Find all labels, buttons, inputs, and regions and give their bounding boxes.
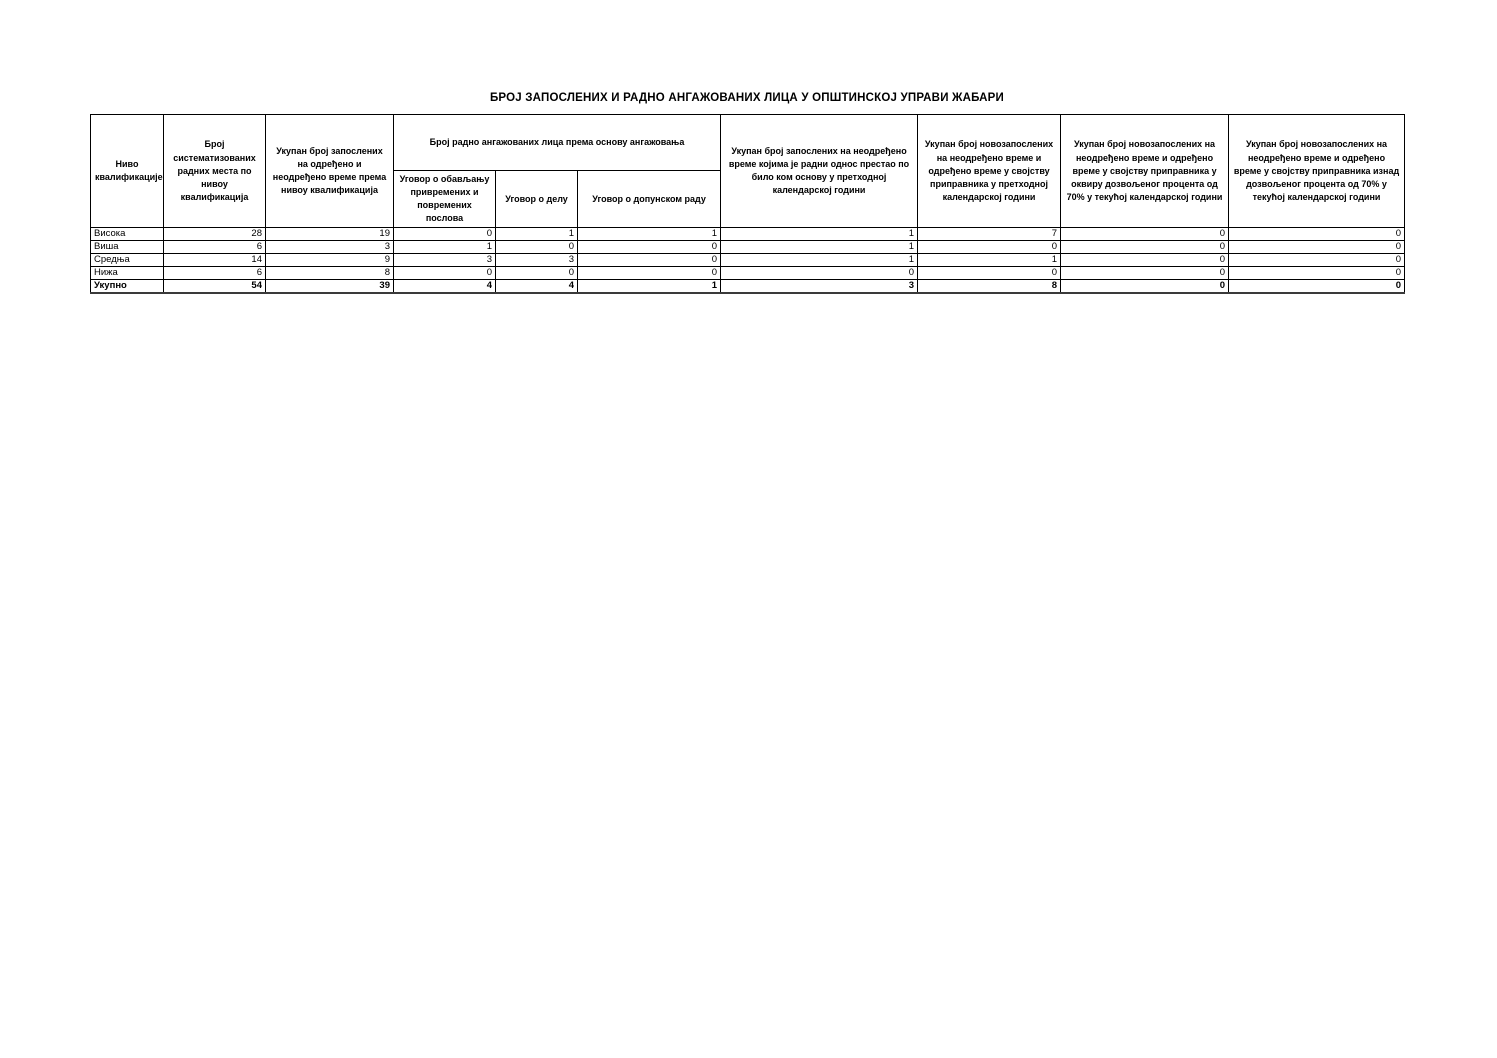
value-cell: 0 — [578, 267, 721, 280]
value-cell: 0 — [394, 267, 496, 280]
table-row-ukupno — [91, 280, 1405, 294]
column-header-new-hires-within-70pct: Укупан број новозапослених на неодређено време и одређено време у својству приправника у оквиру дозвољеног процента од 70% у текућој календарској години — [1061, 115, 1229, 228]
value-cell: 0 — [918, 241, 1061, 254]
value-cell: 0 — [394, 228, 496, 241]
value-cell: 0 — [1061, 267, 1229, 280]
value-cell: 1 — [918, 254, 1061, 267]
value-cell: 0 — [918, 267, 1061, 280]
value-cell: 1 — [394, 241, 496, 254]
column-header-qualification-level: Ниво квалификације — [91, 115, 164, 228]
row-label: Нижа — [91, 267, 164, 280]
table-row-niza — [91, 267, 1405, 280]
value-cell: 0 — [578, 241, 721, 254]
value-cell: 1 — [721, 254, 918, 267]
value-cell: 6 — [164, 241, 266, 254]
value-cell: 6 — [164, 267, 266, 280]
value-cell: 8 — [918, 280, 1061, 294]
value-cell: 0 — [1229, 228, 1405, 241]
value-cell: 28 — [164, 228, 266, 241]
value-cell: 0 — [578, 254, 721, 267]
staff-table — [90, 114, 1405, 294]
column-header-service-contract: Уговор о делу — [496, 171, 578, 228]
column-header-supplementary-work-contract: Уговор о допунском раду — [578, 171, 721, 228]
value-cell: 14 — [164, 254, 266, 267]
value-cell: 1 — [496, 228, 578, 241]
page-title: БРОЈ ЗАПОСЛЕНИХ И РАДНО АНГАЖОВАНИХ ЛИЦА У ОПШТИНСКОЈ УПРАВИ ЖАБАРИ — [489, 92, 1005, 104]
value-cell: 3 — [721, 280, 918, 294]
column-header-systematized-positions: Број систематизованих радних места по нивоу квалификација — [164, 115, 266, 228]
table-row-visoka — [91, 228, 1405, 241]
row-label: Средња — [91, 254, 164, 267]
group-header-engaged-persons: Број радно ангажованих лица према основу ангажовања — [394, 115, 721, 171]
value-cell: 0 — [1061, 280, 1229, 294]
value-cell: 0 — [1229, 267, 1405, 280]
value-cell: 7 — [918, 228, 1061, 241]
value-cell: 4 — [394, 280, 496, 294]
column-header-terminated-previous-year: Укупан број запослених на неодређено време којима је радни однос престао по било ком основу у претходној календарској години — [721, 115, 918, 228]
value-cell: 3 — [266, 241, 394, 254]
table-row-visa — [91, 241, 1405, 254]
value-cell: 0 — [1229, 241, 1405, 254]
value-cell: 0 — [496, 267, 578, 280]
row-label: Висока — [91, 228, 164, 241]
table-row-srednja — [91, 254, 1405, 267]
value-cell: 0 — [1061, 254, 1229, 267]
row-label: Виша — [91, 241, 164, 254]
row-label: Укупно — [91, 280, 164, 294]
value-cell: 3 — [394, 254, 496, 267]
value-cell: 0 — [1229, 280, 1405, 294]
value-cell: 9 — [266, 254, 394, 267]
value-cell: 4 — [496, 280, 578, 294]
table-header — [91, 115, 1405, 228]
value-cell: 1 — [578, 228, 721, 241]
value-cell: 0 — [496, 241, 578, 254]
table-body — [91, 228, 1405, 294]
column-header-total-employed: Укупан број запослених на одређено и неодређено време према нивоу квалификација — [266, 115, 394, 228]
value-cell: 0 — [1061, 228, 1229, 241]
column-header-temp-occasional-jobs-contract: Уговор о обављању привремених и повремених послова — [394, 171, 496, 228]
value-cell: 19 — [266, 228, 394, 241]
column-header-new-hires-previous-year: Укупан број новозапослених на неодређено време и одређено време у својству приправника у претходној календарској години — [918, 115, 1061, 228]
value-cell: 8 — [266, 267, 394, 280]
value-cell: 39 — [266, 280, 394, 294]
value-cell: 0 — [1061, 241, 1229, 254]
value-cell: 0 — [721, 267, 918, 280]
value-cell: 1 — [721, 241, 918, 254]
value-cell: 1 — [721, 228, 918, 241]
value-cell: 0 — [1229, 254, 1405, 267]
value-cell: 54 — [164, 280, 266, 294]
value-cell: 1 — [578, 280, 721, 294]
column-header-new-hires-above-70pct: Укупан број новозапослених на неодређено време и одређено време у својству приправника изнад дозвољеног процента од 70% у текућој календарској години — [1229, 115, 1405, 228]
value-cell: 3 — [496, 254, 578, 267]
